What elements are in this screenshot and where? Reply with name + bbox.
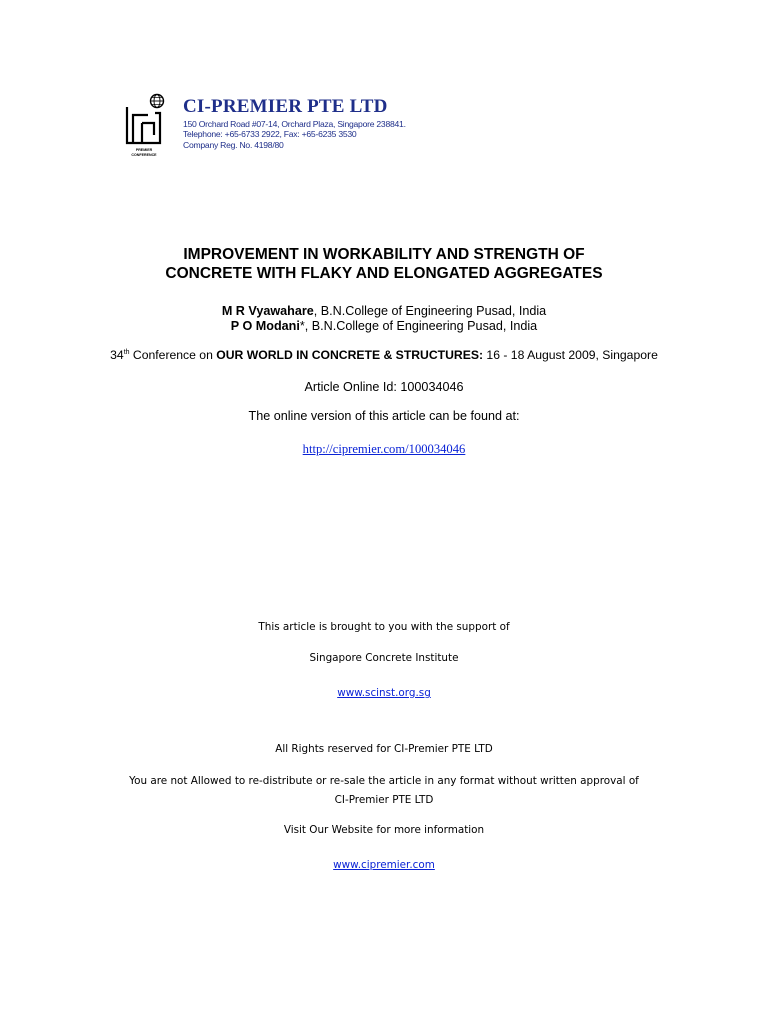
- article-online-id: Article Online Id: 100034046: [304, 380, 464, 394]
- author-name: P O Modani: [230, 319, 300, 333]
- online-article-link[interactable]: http://cipremier.com/100034046: [302, 442, 466, 456]
- company-logo-icon: [124, 93, 168, 159]
- letterhead: [124, 93, 424, 161]
- author-affiliation: , B.N.College of Engineering Pusad, India: [313, 304, 547, 318]
- support-text: This article is brought to you with the support of: [258, 621, 510, 633]
- sponsor-name: Singapore Concrete Institute: [309, 652, 459, 664]
- company-info: [183, 96, 443, 150]
- conference-details: 16 - 18 August 2009, Singapore: [483, 348, 658, 362]
- conference-line: [0, 348, 768, 363]
- website-link-row: [0, 855, 768, 873]
- online-version-text: The online version of this article can be found at:: [248, 409, 520, 423]
- author-line-1: [0, 304, 768, 319]
- restriction-text-line-1: You are not Allowed to re-distribute or re-sale the article in any format without written approval of: [129, 775, 639, 787]
- rights-text: All Rights reserved for CI-Premier PTE LTD: [275, 743, 493, 755]
- author-name: M R Vyawahare: [221, 304, 314, 318]
- sponsor-link-row: [0, 683, 768, 701]
- company-registration: Company Reg. No. 4198/80: [183, 139, 284, 150]
- conference-number: 34: [110, 348, 124, 362]
- article-title-line-1: IMPROVEMENT IN WORKABILITY AND STRENGTH OF: [183, 246, 585, 263]
- company-address: 150 Orchard Road #07-14, Orchard Plaza, Singapore 238841.: [183, 119, 406, 129]
- article-title-line-2: CONCRETE WITH FLAKY AND ELONGATED AGGREGATES: [165, 265, 603, 282]
- logo-caption-conference: CONFERENCE: [131, 153, 157, 157]
- company-telephone: Telephone: +65-6733 2922, Fax: +65-6235 3530: [183, 129, 357, 140]
- conference-name: OUR WORLD IN CONCRETE & STRUCTURES:: [216, 348, 484, 362]
- author-affiliation: *, B.N.College of Engineering Pusad, India: [299, 319, 538, 333]
- online-link-row: [0, 440, 768, 458]
- author-line-2: [0, 319, 768, 334]
- restriction-text-line-2: CI-Premier PTE LTD: [334, 794, 434, 806]
- sponsor-website-link[interactable]: www.scinst.org.sg: [337, 687, 431, 699]
- company-name: CI-PREMIER PTE LTD: [183, 96, 388, 117]
- company-website-link[interactable]: www.cipremier.com: [333, 859, 435, 871]
- logo-caption-premier: PREMIER: [135, 148, 153, 152]
- conference-prefix: Conference on: [129, 348, 217, 362]
- visit-website-text: Visit Our Website for more information: [283, 824, 485, 836]
- conference-ordinal-suffix: th: [123, 349, 130, 356]
